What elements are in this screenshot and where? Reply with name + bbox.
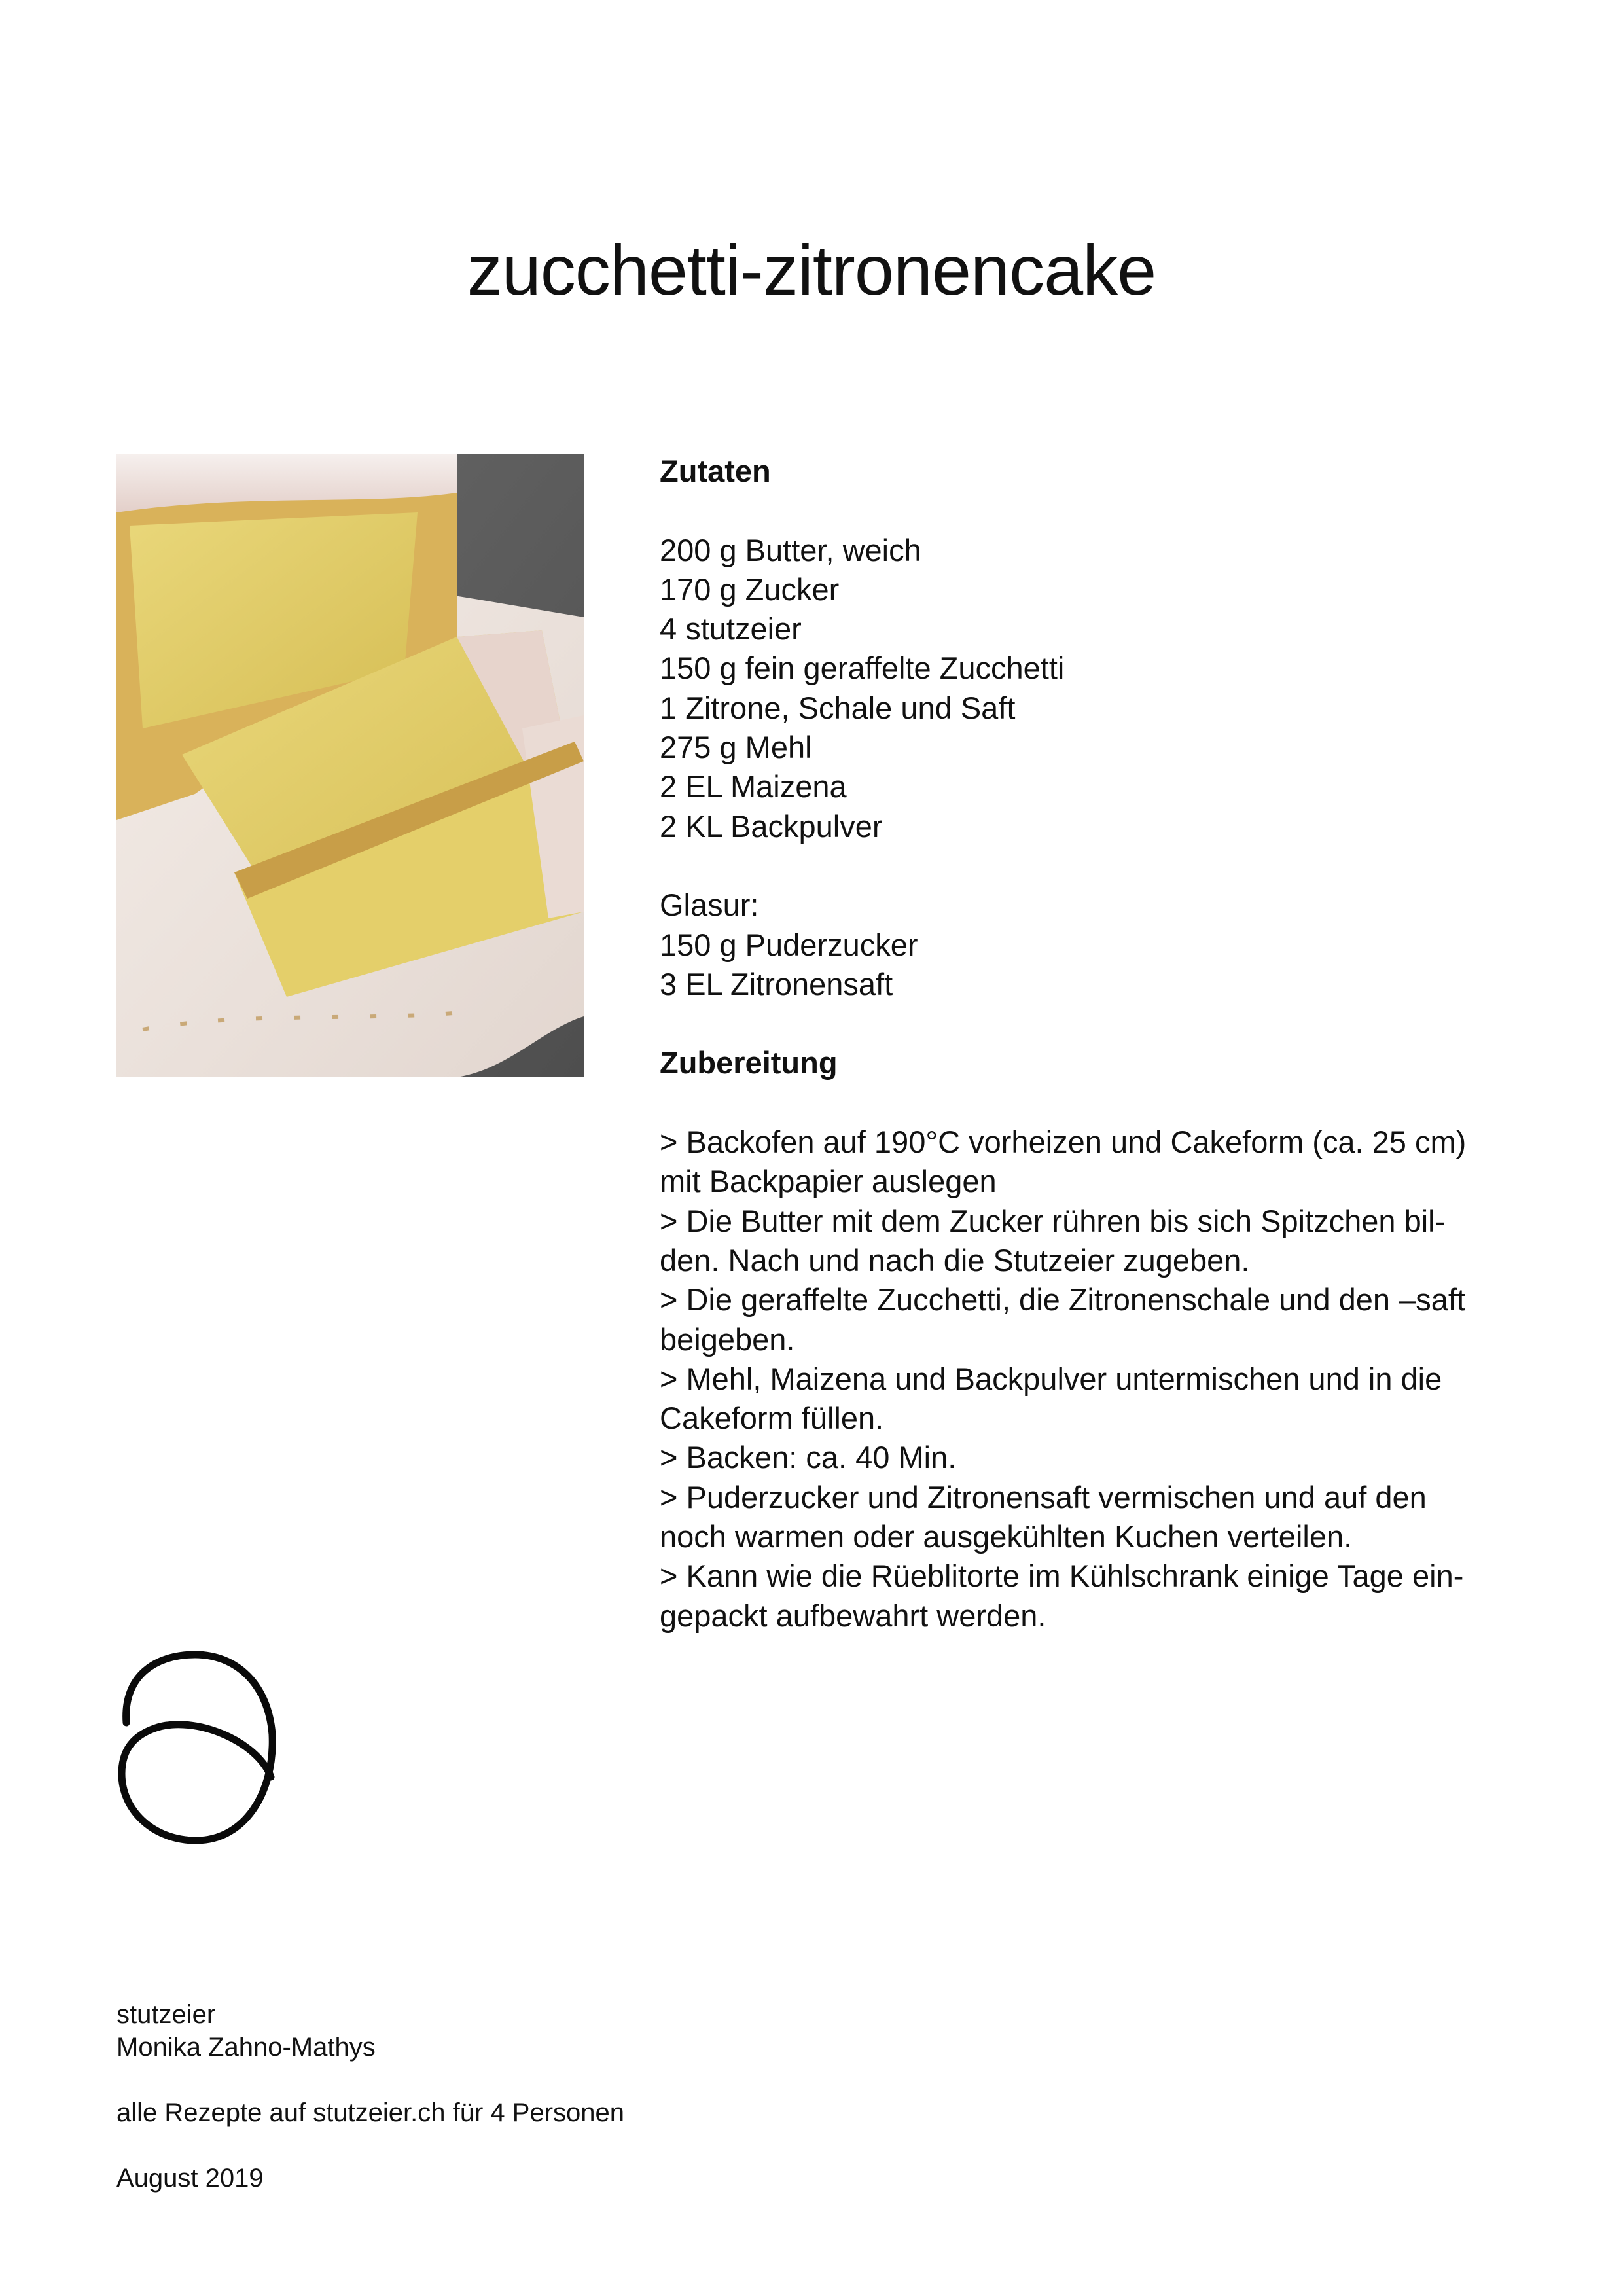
footer-brand: stutzeier — [116, 2000, 216, 2029]
footer-author: Monika Zahno-Mathys — [116, 2033, 376, 2062]
preparation-line: > Kann wie die Rüeblitorte im Kühlschrank einige Tage ein- — [660, 1558, 1464, 1594]
ingredient-item: 4 stutzeier — [660, 611, 802, 647]
ingredient-item: 275 g Mehl — [660, 730, 812, 765]
ingredient-item: 2 EL Maizena — [660, 769, 847, 804]
ingredients-list — [660, 531, 1530, 846]
preparation-line: > Backofen auf 190°C vorheizen und Cakeform (ca. 25 cm) — [660, 1124, 1467, 1160]
preparation-line: > Mehl, Maizena und Backpulver untermischen und in die — [660, 1361, 1442, 1396]
preparation-line: beigeben. — [660, 1321, 795, 1357]
page-title: zucchetti-zitronencake — [467, 230, 1156, 310]
preparation-line: Cakeform füllen. — [660, 1401, 884, 1436]
footer-note: alle Rezepte auf stutzeier.ch für 4 Personen — [116, 2098, 625, 2127]
ingredients-heading: Zutaten — [660, 454, 771, 488]
ingredient-item: 150 g fein geraffelte Zucchetti — [660, 651, 1065, 686]
preparation-steps — [660, 1122, 1530, 1636]
preparation-line: > Puderzucker und Zitronensaft vermischen und auf den — [660, 1479, 1427, 1515]
preparation-line: > Die geraffelte Zucchetti, die Zitronenschale und den –saft — [660, 1282, 1466, 1318]
cake-photo — [116, 454, 584, 1077]
ingredient-item: 2 KL Backpulver — [660, 808, 883, 844]
footer — [116, 1998, 624, 2195]
preparation-line: mit Backpapier auslegen — [660, 1164, 997, 1199]
preparation-line: > Die Butter mit dem Zucker rühren bis sich Spitzchen bil- — [660, 1203, 1446, 1238]
stutzeier-egg-s-logo-icon — [116, 1649, 277, 1846]
preparation-heading: Zubereitung — [660, 1045, 838, 1081]
footer-date: August 2019 — [116, 2164, 264, 2193]
ingredient-item: 170 g Zucker — [660, 571, 840, 607]
preparation-line: > Backen: ca. 40 Min. — [660, 1440, 957, 1475]
preparation-line: gepackt aufbewahrt werden. — [660, 1598, 1046, 1633]
preparation-line: noch warmen oder ausgekühlten Kuchen verteilen. — [660, 1519, 1353, 1554]
ingredient-item: 1 Zitrone, Schale und Saft — [660, 690, 1016, 725]
glaze-item: 3 EL Zitronensaft — [660, 966, 893, 1001]
glaze-item: 150 g Puderzucker — [660, 927, 918, 962]
recipe-content — [660, 452, 1530, 1636]
preparation-line: den. Nach und nach die Stutzeier zugeben. — [660, 1242, 1250, 1278]
ingredient-item: 200 g Butter, weich — [660, 532, 921, 567]
glaze-label: Glasur: — [660, 888, 759, 923]
